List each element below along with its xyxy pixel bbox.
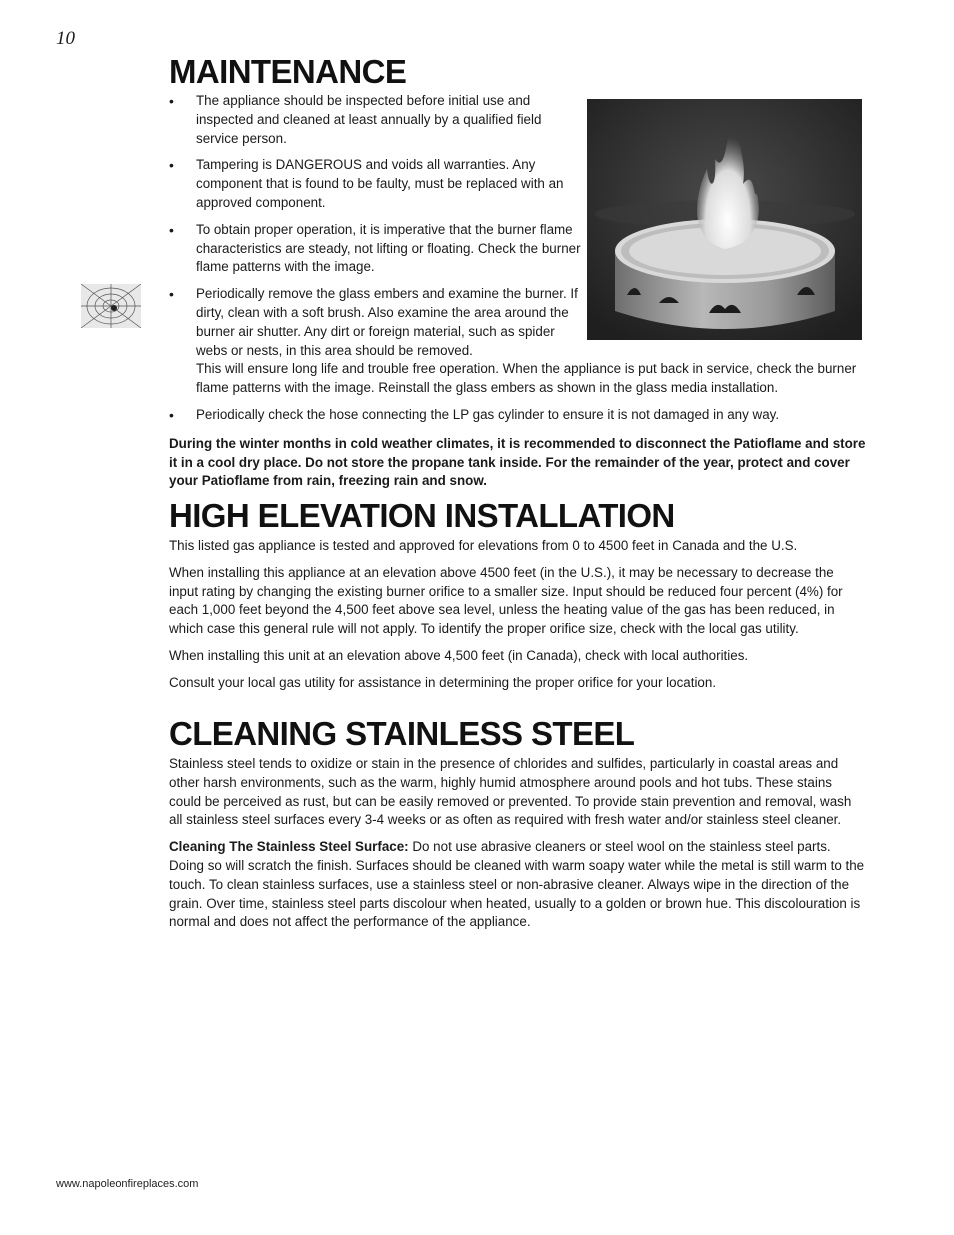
cleaning-surface-label: Cleaning The Stainless Steel Surface: bbox=[169, 839, 409, 855]
high-elevation-paragraph: When installing this unit at an elevation above 4,500 feet (in Canada), check with local authorities. bbox=[169, 647, 749, 663]
maintenance-section bbox=[169, 52, 866, 499]
maintenance-bullet: • Tampering is DANGEROUS and voids all warranties. Any component that is found to be faulty, must be replaced with an approved component. bbox=[169, 156, 586, 212]
cleaning-surface-text: Do not use abrasive cleaners or steel wool on the stainless steel parts. Doing so will scratch the finish. Surfaces should be cleaned with warm soapy water while the metal is still warm to the touch. To clean stainless surfaces, use a stainless steel or non-abrasive cleaner. Always wipe in the direction of the grain. Over time, stainless steel parts discolour when heated, usually to a golden or brown hue. This discolouration is normal and does not affect the performance of the appliance. bbox=[169, 839, 865, 930]
cleaning-paragraph: Stainless steel tends to oxidize or stain in the presence of chlorides and sulfides, particularly in coastal areas and other harsh environments, such as the warm, highly humid atmosphere around pools and hot tubs. These stains could be perceived as rust, but can be easily removed or prevented. To provide stain prevention and removal, wash all stainless steel surfaces every 3-4 weeks or as often as required with fresh water and/or stainless steel cleaner. bbox=[169, 756, 852, 828]
footer-url[interactable]: www.napoleonfireplaces.com bbox=[56, 1178, 199, 1190]
high-elevation-paragraph: Consult your local gas utility for assistance in determining the proper orifice for your location. bbox=[169, 674, 717, 690]
cleaning-section bbox=[169, 714, 866, 940]
maintenance-bullet: • To obtain proper operation, it is imperative that the burner flame characteristics are steady, not lifting or floating. Check the burner flame patterns with the image. bbox=[169, 221, 586, 277]
high-elevation-section bbox=[169, 496, 866, 701]
spider-web-icon bbox=[81, 284, 141, 328]
maintenance-bullet: • The appliance should be inspected before initial use and inspected and cleaned at least annually by a qualified field service person. bbox=[169, 92, 586, 148]
winter-note: During the winter months in cold weather climates, it is recommended to disconnect the Patioflame and store it in a cool dry place. Do not store the propane tank inside. For the remainder of the year, protect and cover your Patioflame from rain, freezing rain and snow. bbox=[169, 435, 866, 489]
high-elevation-paragraph: This listed gas appliance is tested and approved for elevations from 0 to 4500 feet in Canada and the U.S. bbox=[169, 538, 798, 553]
cleaning-surface-paragraph bbox=[169, 838, 866, 932]
maintenance-bullet bbox=[169, 285, 866, 398]
maintenance-bullet-text: • Periodically remove the glass embers and examine the burner. If dirty, clean with a soft brush. Also examine the area around the burner air shutter. Any dirt or foreign material, such as spider webs or nests, in this area should be removed. bbox=[196, 286, 578, 358]
high-elevation-paragraph: When installing this appliance at an elevation above 4500 feet (in the U.S.), it may be necessary to decrease the input rating by changing the existing burner orifice to a smaller size. Input should be reduced four percent (4%) for each 1,000 feet beyond the 4,500 feet above sea level, unless the heating value of the gas has been reduced, in which case this general rule will not apply. To identify the proper orifice size, check with the local gas utility. bbox=[169, 564, 843, 637]
cleaning-heading: CLEANING STAINLESS STEEL bbox=[169, 715, 635, 752]
maintenance-bullet: • Periodically check the hose connecting the LP gas cylinder to ensure it is not damaged in any way. bbox=[169, 406, 866, 425]
page-number: 10 bbox=[56, 28, 75, 49]
maintenance-heading: MAINTENANCE bbox=[169, 53, 407, 90]
maintenance-bullet-continuation: This will ensure long life and trouble free operation. When the appliance is put back in service, check the burner flame patterns with the image. Reinstall the glass embers as shown in the glass media installation. bbox=[196, 361, 857, 396]
high-elevation-heading: HIGH ELEVATION INSTALLATION bbox=[169, 497, 675, 534]
